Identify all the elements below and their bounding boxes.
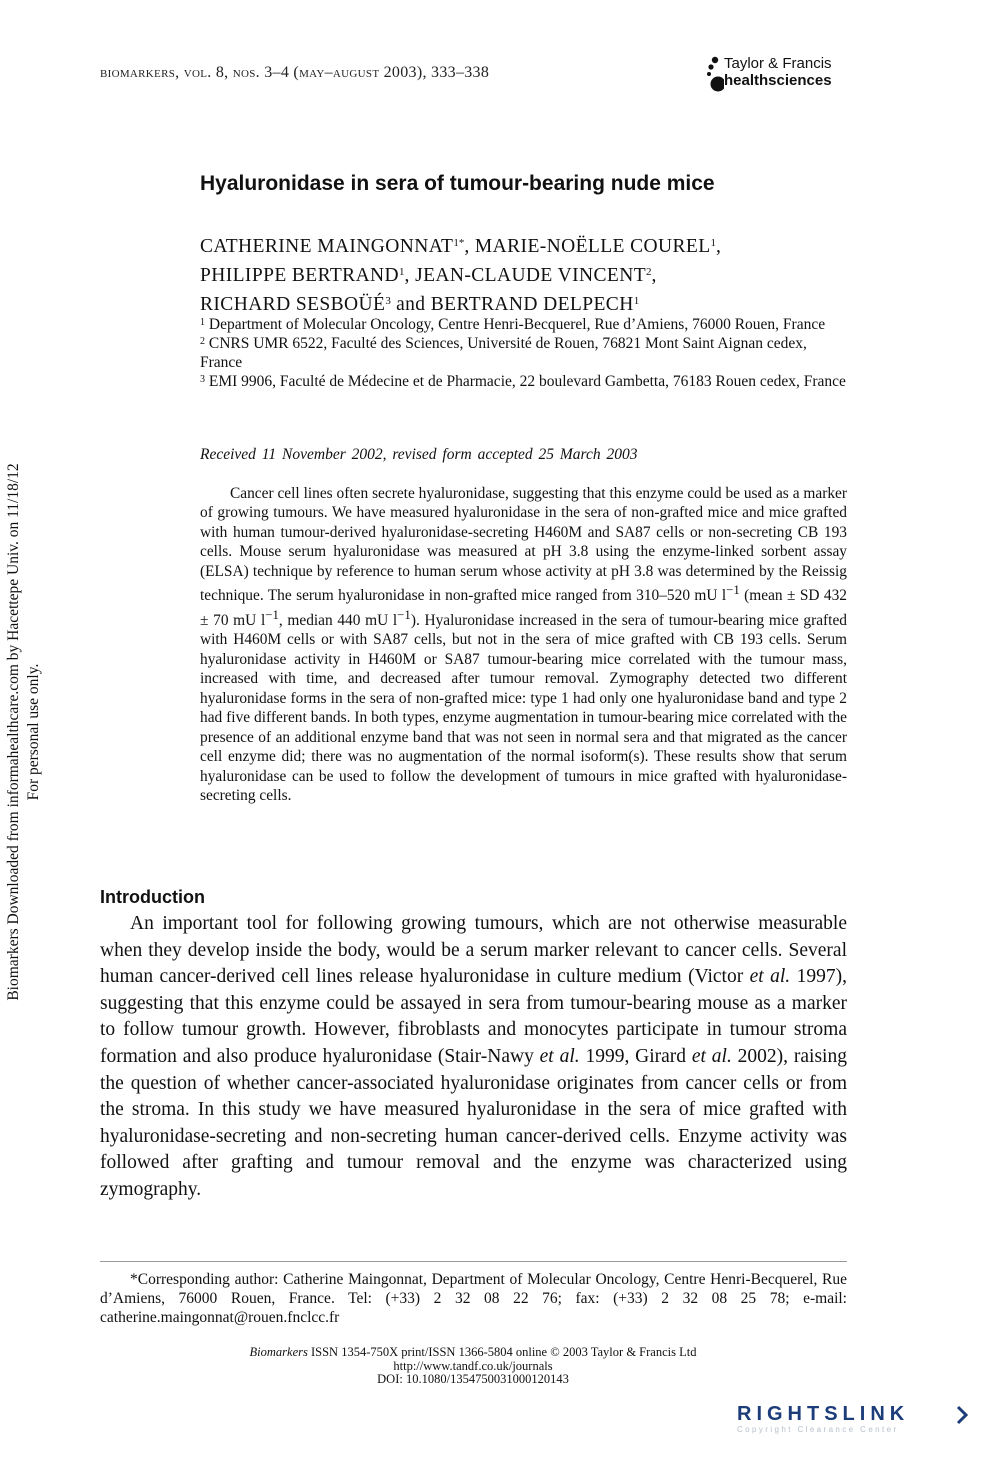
affiliation	[200, 315, 850, 334]
citation-etal: et al.	[539, 1045, 580, 1067]
author-name: JEAN-CLAUDE VINCENT	[415, 265, 647, 286]
affiliation-list	[200, 315, 850, 391]
author-list	[200, 232, 860, 319]
affiliation-text: Department of Molecular Oncology, Centre Henri-Becquerel, Rue d’Amiens, 76000 Rouen, France	[208, 316, 826, 333]
journal-name: Biomarkers	[249, 1345, 308, 1359]
author-separator: ,	[464, 236, 475, 257]
footnote-rule	[100, 1261, 847, 1262]
affiliation	[200, 372, 850, 391]
abstract-text: (mean ± SD 432 ± 70 mU l	[200, 587, 847, 629]
footnote-paragraph	[100, 1270, 847, 1327]
affiliation	[200, 334, 850, 372]
corresponding-author-footnote	[100, 1270, 847, 1327]
body-text: 1999, Girard	[579, 1045, 692, 1067]
unit-exponent: −1	[397, 607, 411, 622]
received-dates: Received 11 November 2002, revised form accepted 25 March 2003	[200, 446, 638, 463]
body-text: 1997), suggesting that this enzyme could be assayed in sera from tumour-bearing mouse as a marker to follow tumour growth. However, fibroblasts and monocytes participate in tumour stroma formation and also produce hyaluronidase (Stair-Nawy	[100, 966, 847, 1067]
running-head: biomarkers, vol. 8, nos. 3–4 (may–august 2003), 333–338	[100, 64, 490, 81]
author-name: CATHERINE MAINGONNAT	[200, 236, 454, 257]
affiliation-number: 2	[200, 336, 205, 347]
corresponding-author-star: *	[458, 237, 465, 249]
author-affiliation-mark: 1	[453, 237, 459, 249]
abstract-text: Cancer cell lines often secrete hyaluronidase, suggesting that this enzyme could be used as a marker of growing tumours. We have measured hyaluronidase in the sera of non-grafted mice and mice grafted with human tumour-derived hyaluronidase-secreting H460M and SA87 cells or non-secreting CB 193 cells. Mouse serum hyaluronidase was measured at pH 3.8 using the enzyme-linked sorbent assay (ELSA) technique by reference to human serum whose activity at pH 3.8 was determined by the Reissig technique. The serum hyaluronidase in non-grafted mice ranged from 310–520 mU l	[200, 485, 847, 605]
affiliation-text: EMI 9906, Faculté de Médecine et de Pharmacie, 22 boulevard Gambetta, 76183 Rouen cedex, France	[208, 373, 846, 390]
author-affiliation-mark: 1	[399, 266, 405, 278]
taylor-francis-logo-icon	[706, 55, 724, 93]
author-separator: and	[390, 294, 431, 315]
author-separator: ,	[651, 265, 657, 286]
article-title: Hyaluronidase in sera of tumour-bearing nude mice	[200, 172, 715, 195]
footnote-text: Corresponding author: Catherine Maingonnat, Department of Molecular Oncology, Centre Henri-Becquerel, Rue d’Amiens, 76000 Rouen, France. Tel: (+33) 2 32 08 22 76; fax: (+33) 2 32 08 25 78; e-mail: catherine.maingonnat@rouen.fnclcc.fr	[100, 1271, 847, 1326]
body-text: An important tool for following growing tumours, which are not otherwise measurable when they develop inside the body, would be a serum marker relevant to cancer cells. Several human cancer-derived cell lines release hyaluronidase in culture medium (Victor	[100, 913, 847, 988]
unit-exponent: −1	[726, 583, 740, 598]
unit-exponent: −1	[265, 607, 279, 622]
journal-info	[200, 1346, 746, 1387]
issn-text: ISSN 1354-750X print/ISSN 1366-5804 online © 2003 Taylor & Francis Ltd	[307, 1345, 697, 1359]
author-name: PHILIPPE BERTRAND	[200, 265, 400, 286]
abstract	[200, 484, 847, 806]
rightslink-tagline: Copyright Clearance Center	[737, 1425, 899, 1434]
publisher-division: healthsciences	[724, 72, 832, 89]
author-name: RICHARD SESBOÜÉ	[200, 294, 386, 315]
body-paragraph	[100, 911, 847, 1204]
rightslink-chevron-icon	[955, 1405, 969, 1425]
issn-line	[200, 1346, 746, 1360]
rightslink-label: RIGHTSLINK	[737, 1403, 910, 1425]
section-heading-introduction: Introduction	[100, 887, 205, 907]
author-separator: ,	[716, 236, 722, 257]
rightslink-logo	[737, 1403, 972, 1437]
author-name: BERTRAND DELPECH	[430, 294, 634, 315]
publisher-name: Taylor & Francis	[724, 55, 832, 72]
author-affiliation-mark: 1	[633, 295, 640, 307]
publisher-logo	[706, 55, 856, 95]
affiliation-text: CNRS UMR 6522, Faculté des Sciences, Université de Rouen, 76821 Mont Saint Aignan cedex, France	[200, 335, 807, 371]
download-notice-line2: For personal use only.	[25, 663, 42, 801]
abstract-text: ). Hyaluronidase increased in the sera of tumour-bearing mice grafted with H460M cells or with SA87 cells, but not in the sera of mice grafted with CB 193 cells. Serum hyaluronidase activity in H460M or SA87 tumour-bearing mice correlated with the tumour mass, increased with time, and decreased after tumour removal. Zymography detected two different hyaluronidase forms in the sera of non-grafted mice: type 1 had only one hyaluronidase band and type 2 had five different bands. In both types, enzyme augmentation in tumour-bearing mice correlated with the presence of an additional enzyme band that was not seen in normal sera and that migrated as the cancer cell enzyme did; there was no augmentation of the normal isoform(s). These results show that serum hyaluronidase can be used to follow the development of tumours in mice grafted with hyaluronidase-secreting cells.	[200, 611, 847, 805]
introduction-body	[100, 911, 847, 1204]
abstract-text: , median 440 mU l	[278, 611, 398, 629]
citation-etal: et al.	[691, 1045, 732, 1067]
author-name: MARIE-NOËLLE COUREL	[474, 236, 711, 257]
journal-url: http://www.tandf.co.uk/journals	[393, 1358, 553, 1373]
footnote-star: *	[130, 1271, 138, 1288]
download-notice-line1: Biomarkers Downloaded from informahealthcare.com by Hacettepe Univ. on 11/18/12	[5, 463, 22, 1001]
affiliation-number: 3	[200, 374, 205, 385]
body-text: 2002), raising the question of whether cancer-associated hyaluronidase originates from cancer cells or from the stroma. In this study we have measured hyaluronidase in the sera of mice grafted with hyaluronidase-secreting and non-secreting human cancer-derived cells. Enzyme activity was followed after grafting and tumour removal and the enzyme was characterized using zymography.	[100, 1045, 847, 1200]
author-separator: ,	[404, 265, 416, 286]
author-affiliation-mark: 2	[646, 266, 652, 278]
author-affiliation-mark: 1	[710, 237, 717, 249]
abstract-paragraph	[200, 484, 847, 806]
citation-etal: et al.	[749, 966, 791, 988]
author-affiliation-mark: 3	[385, 295, 391, 307]
affiliation-number: 1	[200, 317, 205, 328]
download-notice	[4, 441, 48, 1023]
doi: DOI: 10.1080/1354750031000120143	[377, 1372, 569, 1386]
